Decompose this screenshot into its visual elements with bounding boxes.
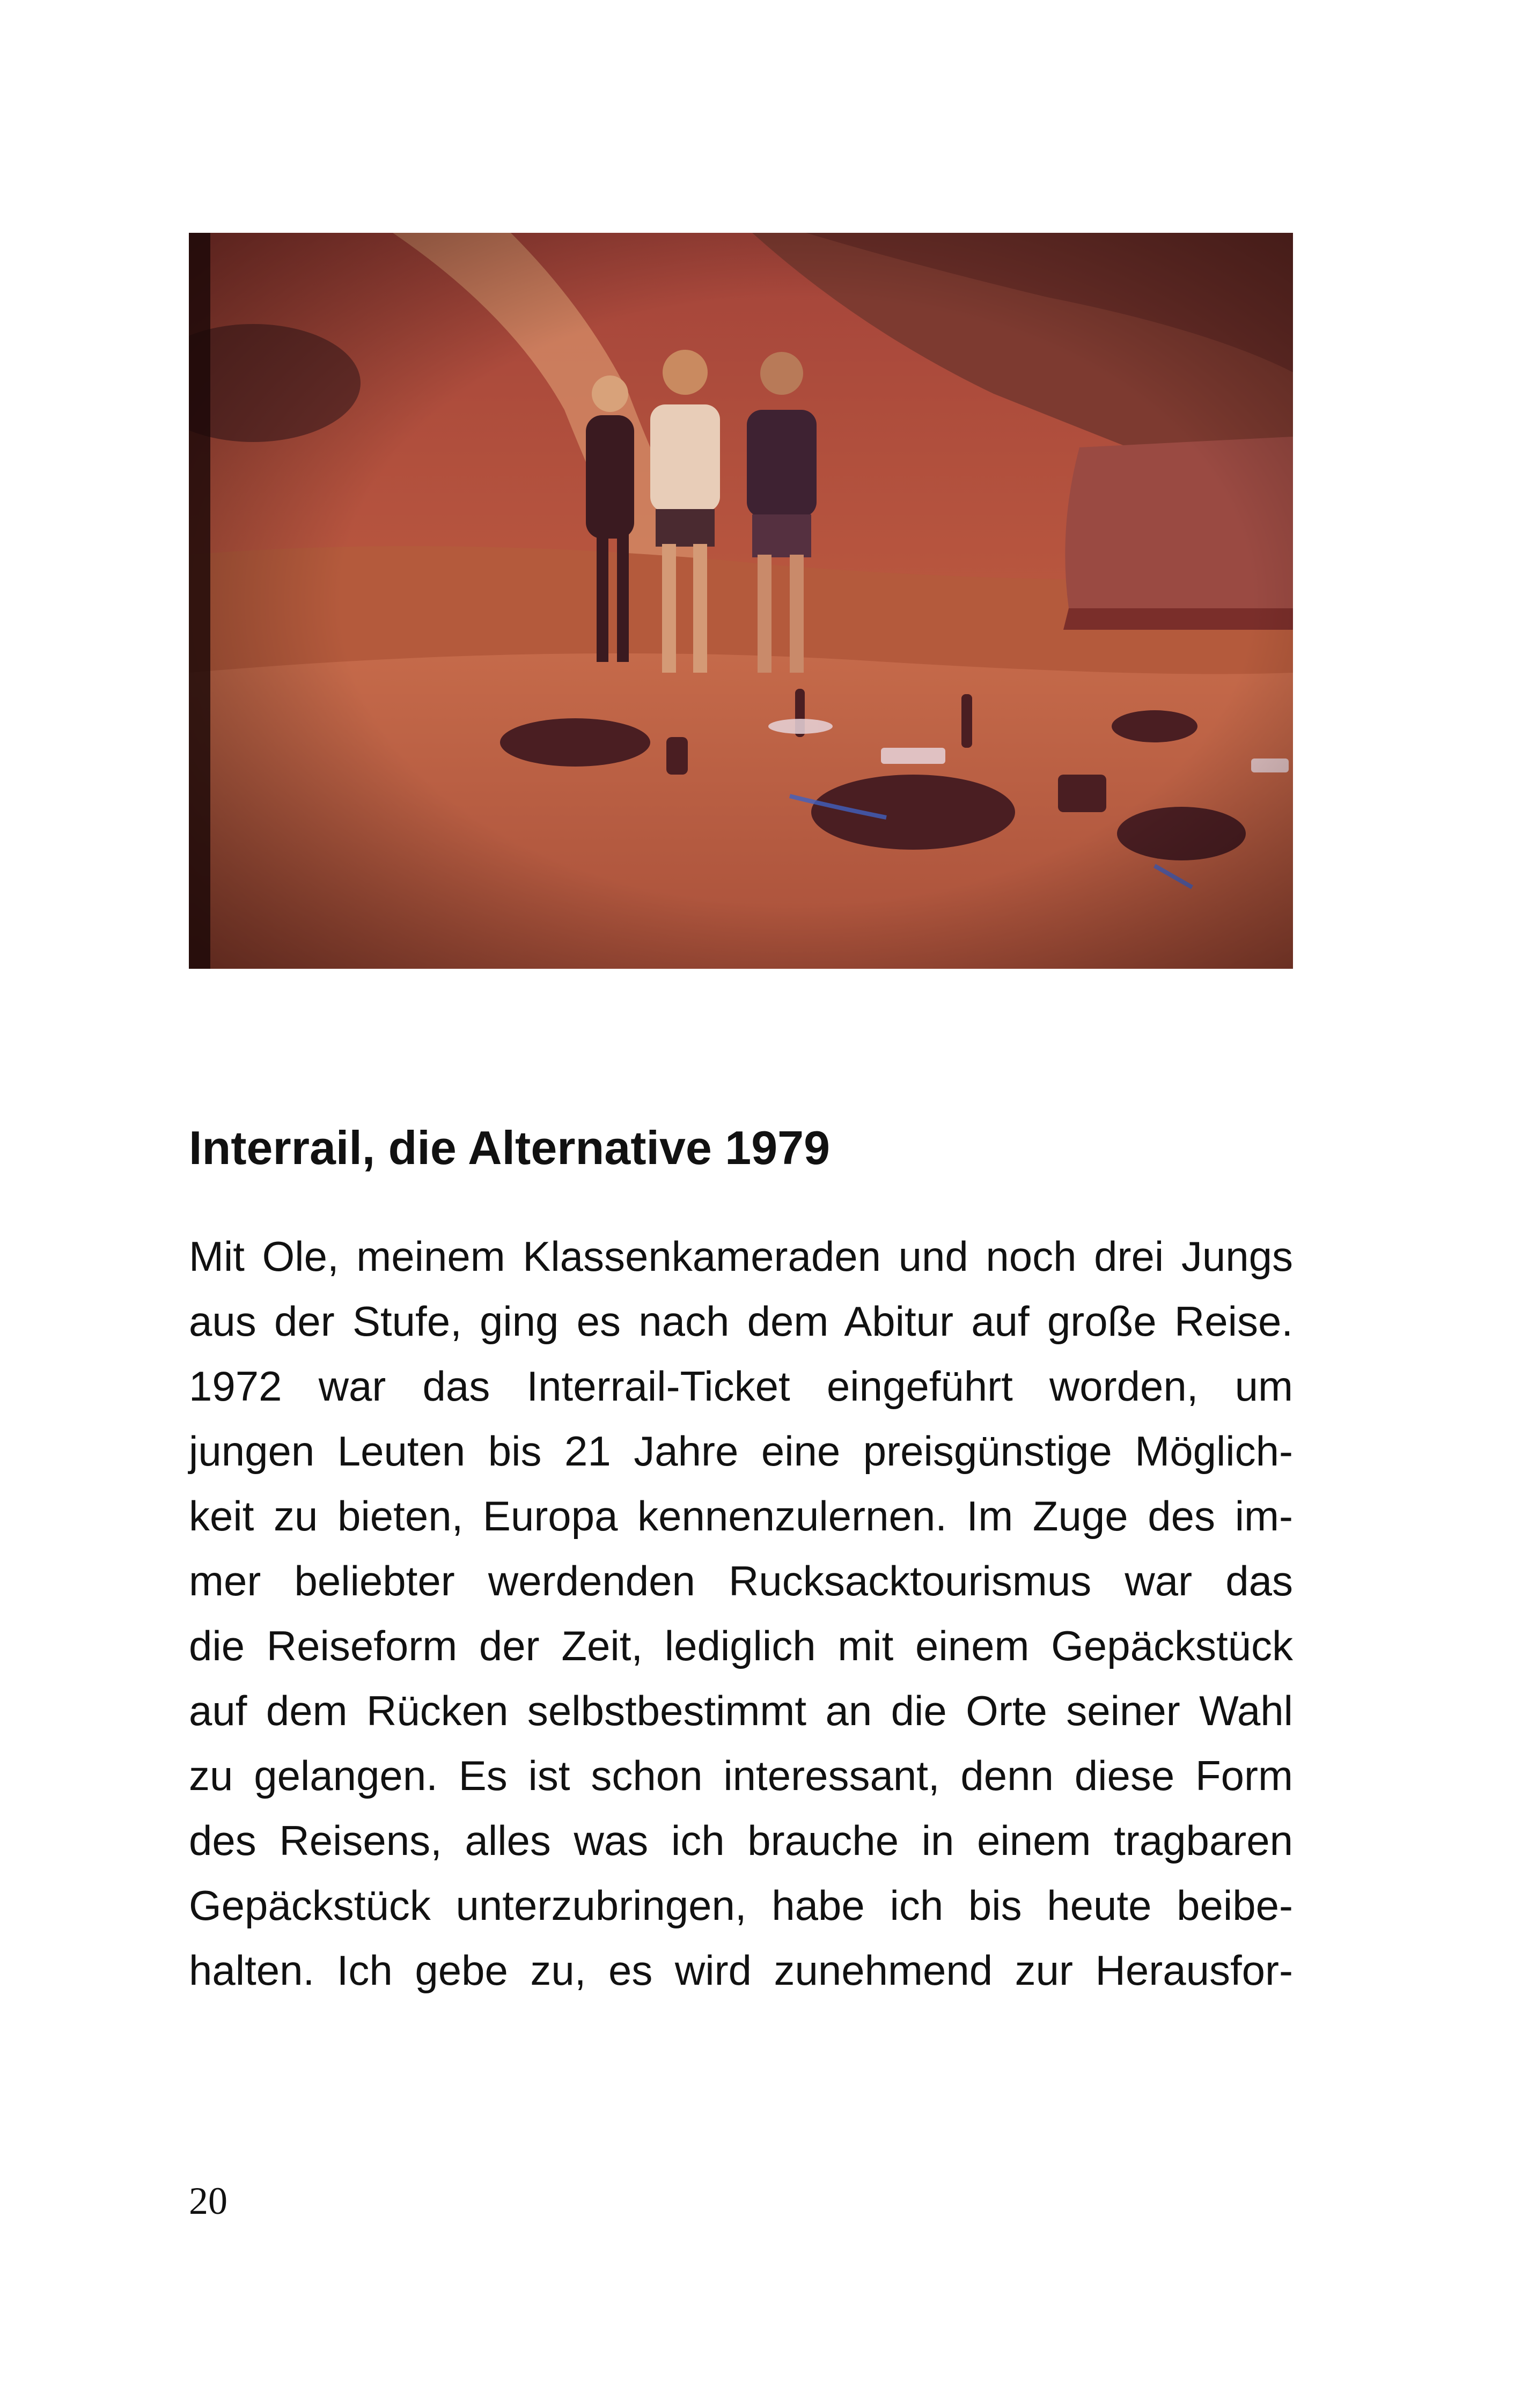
text-line: keit zu bieten, Europa kennenzulernen. Im Zuge des im-	[189, 1492, 1293, 1540]
text-line: aus der Stufe, ging es nach dem Abitur auf große Reise.	[189, 1298, 1293, 1345]
text-line: des Reisens, alles was ich brauche in einem tragbaren	[189, 1817, 1293, 1864]
body-paragraph	[189, 1224, 1293, 2003]
section-heading: Interrail, die Alternative 1979	[189, 1121, 831, 1174]
text-line: auf dem Rücken selbstbestimmt an die Orte seiner Wahl	[189, 1687, 1293, 1734]
text-line: 1972 war das Interrail-Ticket eingeführt worden, um	[189, 1363, 1293, 1410]
campsite-photo	[189, 233, 1293, 969]
text-line: Gepäckstück unterzubringen, habe ich bis heute beibe-	[189, 1882, 1293, 1929]
text-line: Mit Ole, meinem Klassenkameraden und noch drei Jungs	[189, 1233, 1293, 1280]
text-line: die Reiseform der Zeit, lediglich mit einem Gepäckstück	[189, 1622, 1293, 1669]
text-line: mer beliebter werdenden Rucksacktourismus war das	[189, 1557, 1293, 1604]
text-line: jungen Leuten bis 21 Jahre eine preisgünstige Möglich-	[189, 1427, 1293, 1475]
text-line: zu gelangen. Es ist schon interessant, denn diese Form	[189, 1752, 1293, 1799]
text-line: halten. Ich gebe zu, es wird zunehmend zur Herausfor-	[189, 1947, 1293, 1994]
page-number: 20	[189, 2179, 227, 2222]
campsite-photo-illustration	[189, 233, 1293, 969]
